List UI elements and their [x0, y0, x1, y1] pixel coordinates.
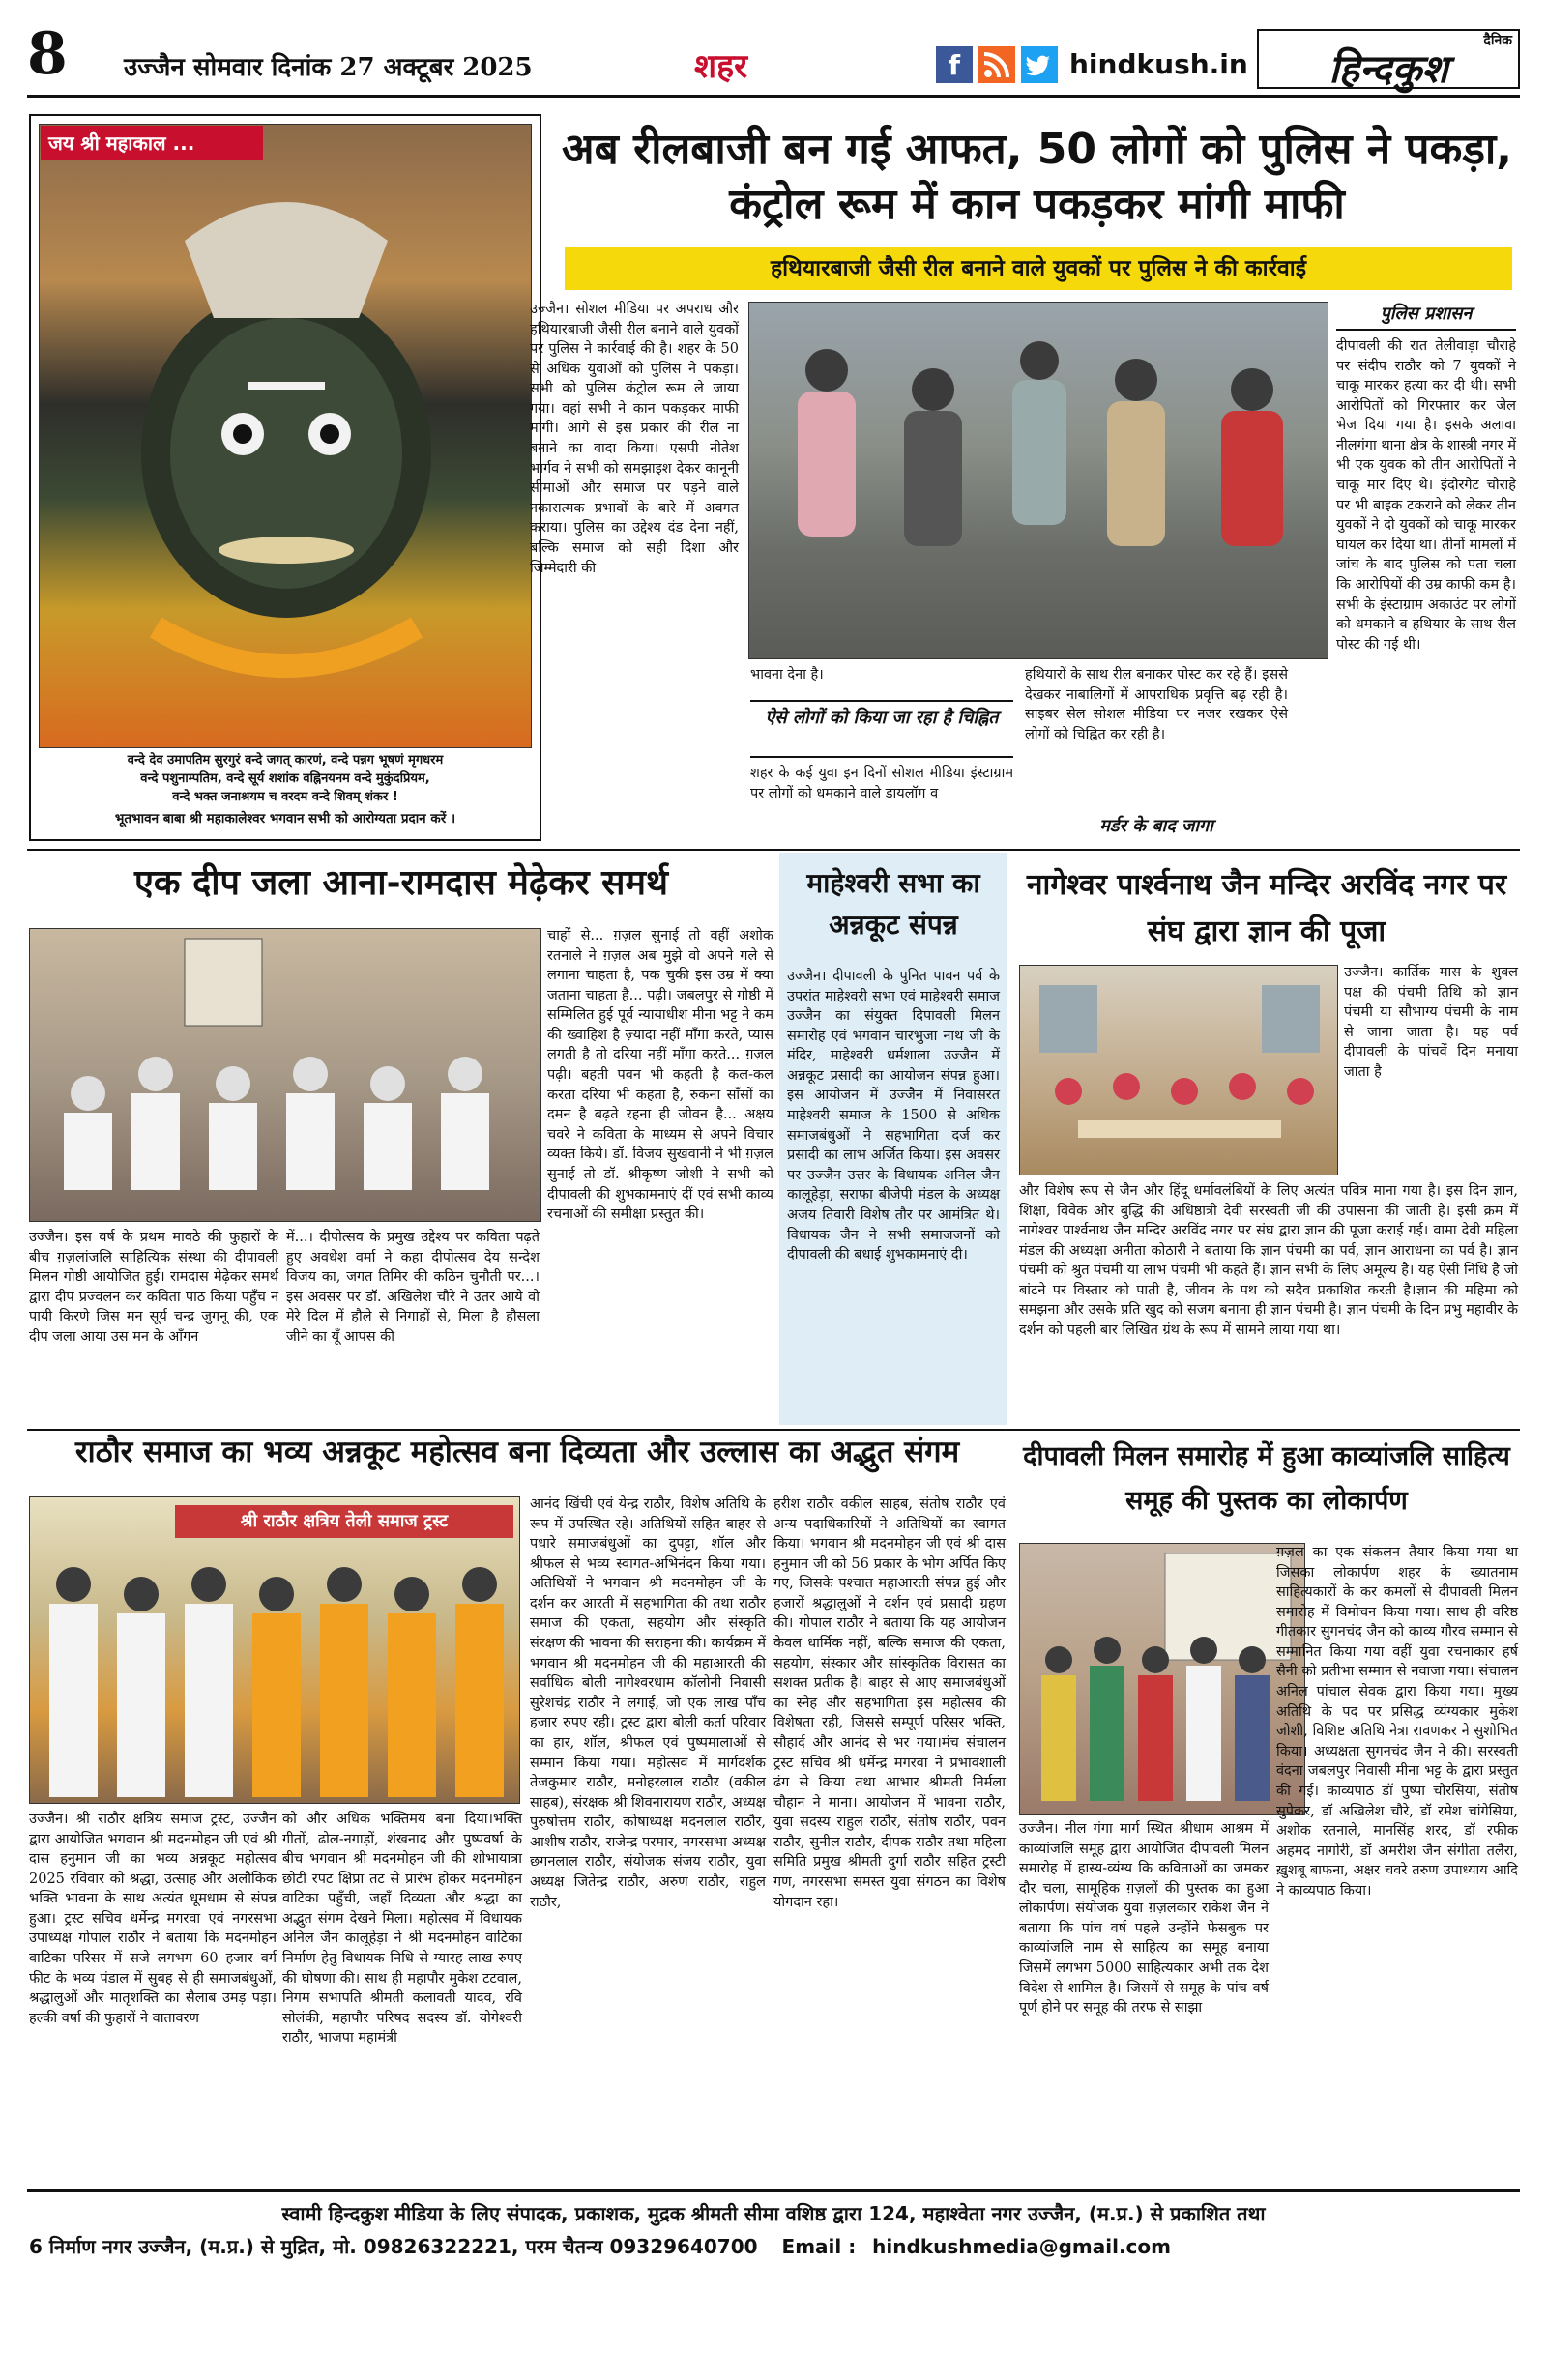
lead-subhead: हथियारबाजी जैसी रील बनाने वाले युवकों पर पुलिस ने की कार्रवाई	[565, 247, 1512, 290]
brand-logo	[1257, 29, 1520, 92]
mahakal-label: जय श्री महाकाल ...	[41, 126, 263, 160]
caption-line: वन्दे पशुनाम्पतिम, वन्दे सूर्य शशांक वह्निनयनम वन्दे मुकुंदप्रियम,	[140, 770, 430, 786]
jain-headline: नागेश्वर पार्श्वनाथ जैन मन्दिर अरविंद नगर पर संघ द्वारा ज्ञान की पूजा	[1026, 868, 1507, 948]
facebook-icon[interactable]: f	[936, 46, 973, 83]
lead-tag-1: ऐसे लोगों को किया जा रहा है चिह्नित	[750, 700, 1013, 758]
lead-tag-2: मर्डर के बाद जागा	[1099, 816, 1213, 836]
imprint-address: 6 निर्माण नगर उज्जैन, (म.प्र.) से मुद्रित, मो. 09826322221, परम चैतन्य 09329640700	[29, 2235, 758, 2258]
lead-col3: हथियारों के साथ रील बनाकर पोस्ट कर रहे हैं। इससे देखकर नाबालिगों में आपराधिक प्रवृत्ति बढ़ रही है। साइबर सेल सोशल मीडिया पर नजर रखकर ऐसे लोगों को चिह्नित कर रही है।	[1025, 667, 1288, 742]
lead-col4: दीपावली की रात तेलीवाड़ा चौराहे पर संदीप राठौर को 7 युवकों ने चाकू मारकर हत्या कर दी थी। सभी आरोपितों को गिरफ्तार कर जेल भेज दिया गया है। इसके अलावा नीलगंगा थाना क्षेत्र के शास्त्री नगर में भी एक युवक को तीन आरोपितों ने चाकू मार दिए थे। इंदौरगेट चौराहे पर भी बाइक टकराने को लेकर तीन युवकों ने दो युवकों को चाकू मारकर घायल कर दिया था। तीनों मामलों में जांच के बाद पुलिस को पता चला कि आरोपियों की उम्र काफी कम है। सभी के इंस्टाग्राम अकाउंट पर लोगों को धमकाने व हथियार के साथ रील पोस्ट की गई थी।	[1336, 338, 1516, 653]
rathore-banner: श्री राठौर क्षत्रिय तेली समाज ट्रस्ट	[175, 1505, 513, 1538]
kavya-col1: उज्जैन। नील गंगा मार्ग स्थित श्रीधाम आश्रम में काव्यांजलि समूह द्वारा आयोजित दीपावली मिलन समारोह में हास्य-व्यंग्य कि कविताओं का जमकर दौर चला, सामूहिक ग़ज़लों की पुस्तक का हुआ लोकार्पण। संयोजक युवा ग़ज़लकार राकेश जैन ने बताया कि पांच वर्ष पहले उन्होंने फेसबुक पर काव्यांजलि नाम से साहित्य का समूह बनाया जिसमें लगभग 5000 साहित्यकार अभी तक देश विदेश से शामिल है। जिसमें से समूह के पांच वर्ष पूर्ण होने पर समूह की तरफ से साझा	[1019, 1821, 1269, 2017]
kavya-headline: दीपावली मिलन समारोह में हुआ काव्यांजलि साहित्य समूह की पुस्तक का लोकार्पण	[1023, 1441, 1510, 1516]
rathore-col4: हरीश राठौर वकील साहब, संतोष राठौर एवं अन्य पदाधिकारियों ने अतिथियों का स्वागत किया। भगवान श्री मदनमोहन जी एवं श्री दास हनुमान जी को 56 प्रकार के भोग अर्पित किए गए, जिसके पश्चात महाआरती संपन्न हुई और हजारों श्रद्धालुओं ने दर्शन एवं प्रसादी ग्रहण की। गोपाल राठौर ने बताया कि यह आयोजन केवल धार्मिक नहीं, बल्कि समाज की एकता, सहयोग, संस्कार और सांस्कृतिक विरासत का सशक्त प्रतीक है। बाहर से आए समाजबंधुओं का स्नेह और सहभागिता इस महोत्सव की विशेषता रही, जिससे सम्पूर्ण परिसर भक्ति, सौहार्द और आनंद से भर गया।मंच संचालन ट्रस्ट सचिव श्री धर्मेन्द्र मगरवा ने प्रभावशाली ढंग से किया तथा आभार श्रीमती निर्मला चौहान ने माना। आयोजन में भावना राठौर, युवा सदस्य राहुल राठौर, संतोष राठौर, पवन राठौर, सुनील राठौर, दीपक राठौर तथा महिला समिति प्रमुख श्रीमती दुर्गा राठौर सहित ट्रस्टी गण, नगरसभा समस्त युवा संगठन का विशेष योगदान रहा।	[774, 1496, 1006, 1910]
email-label: Email :	[781, 2235, 857, 2258]
rathore-headline: राठौर समाज का भव्य अन्नकूट महोत्सव बना दिव्यता और उल्लास का अद्भुत संगम	[74, 1435, 960, 1469]
imprint-line-2	[29, 2233, 1518, 2264]
deep-photo	[29, 928, 541, 1222]
mahakal-illustration	[40, 125, 533, 749]
website-link[interactable]: hindkush.in	[1069, 48, 1248, 80]
footer-rule	[27, 2189, 1520, 2192]
jain-photo	[1019, 965, 1338, 1175]
jain-text: और विशेष रूप से जैन और हिंदू धर्मावलंबियों के लिए अत्यंत पवित्र माना गया है। इस दिन ज्ञान, शिक्षा, विवेक और बुद्धि की अधिष्ठात्री देवी सरस्वती जी की उपासना की जाती है। इसी क्रम में नागेश्वर पार्श्वनाथ जैन मन्दिर अरविंद नगर पर संघ द्वारा ज्ञान की पूजा कराई गई। वामा देवी महिला मंडल की अध्यक्षा अनीता कोठारी ने बताया कि ज्ञान पंचमी का पर्व, ज्ञान आराधना का पर्व है। ज्ञान पंचमी को श्रुत पंचमी या लाभ पंचमी भी कहते हैं। ज्ञान सभी के लिए अमूल्य है। यह ऐसी निधि है जो बांटने पर विस्तार को पाती है, जीवन के पथ को सदैव प्रकाशित करती है।ज्ञान की महिमा को समझना और उसके प्रति खुद को सजग बनाना ही ज्ञान पंचमी है। ज्ञान पंचमी के दिन प्रभु महावीर के दर्शन को पहली बार लिखित ग्रंथ के रूप में सामने लाया गया था।	[1019, 1183, 1518, 1339]
deep-col-a: उज्जैन। इस वर्ष के प्रथम मावठे की फुहारों के बीच ग़ज़लांजलि साहित्यिक संस्था की दीपावली मिलन गोष्ठी आयोजित हुई। रामदास मेढ़ेकर समर्थ द्वारा दीप प्रज्वलन कर कविता पाठ किया पहुँच न पायी किरणे जिस मन सूर्य चन्द्र जुगनू की, एक दीप जला आया उस मन के आँगन	[29, 1230, 278, 1345]
lead-photo-art	[749, 303, 1329, 660]
caption-line: वन्दे भक्त जनाश्रयम च वरदम वन्दे शिवम् शंकर !	[172, 789, 398, 804]
rathore-col1: उज्जैन। श्री राठौर क्षत्रिय समाज ट्रस्ट, उज्जैन द्वारा आयोजित भगवान श्री मदनमोहन जी एवं श्री दास हनुमान जी का भव्य अन्नकूट महोत्सव 2025 रविवार को श्रद्धा, उत्साह और अलौकिक भक्ति भावना के साथ अत्यंत धूमधाम से संपन्न हुआ। ट्रस्ट सचिव धर्मेन्द्र मगरवा एवं नगरसभा उपाध्यक्ष गोपाल राठौर ने बताया कि मदनमोहन वाटिका परिसर में सजे लगभग 60 हजार वर्ग फीट के भव्य पंडाल में सुबह से ही समाजबंधुओं, श्रद्धालुओं और मातृशक्ति का सैलाब उमड़ पड़ा। हल्की वर्षा की फुहारों ने वातावरण	[29, 1812, 277, 2026]
maheshwari-headline: माहेश्वरी सभा का अन्नकूट संपन्न	[806, 867, 980, 942]
lead-col2: भावना देना है।	[750, 667, 824, 682]
jain-side: उज्जैन। कार्तिक मास के शुक्ल पक्ष की पंचमी तिथि को ज्ञान पंचमी या सौभाग्य पंचमी के नाम से जाना जाता है। यह पर्व दीपावली के पांचवें दिन मनाया जाता है	[1344, 965, 1518, 1080]
divider	[27, 1429, 1520, 1431]
lead-col1: उज्जैन। सोशल मीडिया पर अपराध और हथियारबाजी जैसी रील बनाने वाले युवकों पर पुलिस ने कार्रवाई की है। शहर के 50 से अधिक युवाओं को पुलिस ने पकड़ा। सभी को पुलिस कंट्रोल रूम ले जाया गया। वहां सभी ने कान पकड़कर माफी मांगी। आगे से इस प्रकार की रील ना बनाने का वादा किया। एसपी नीतेश भार्गव ने सभी को समझाइश देकर कानूनी सीमाओं और समाज पर पड़ने वाले नकारात्मक प्रभावों के बारे में अवगत कराया। पुलिस का उद्देश्य दंड देना नहीं, बल्कि समाज को सही दिशा और जिम्मेदारी की	[530, 302, 739, 576]
brand-name: हिन्दकुश	[1328, 47, 1448, 92]
jain-photo-art	[1020, 966, 1339, 1176]
imprint-line-1: स्वामी हिन्दकुश मीडिया के लिए संपादक, प्रकाशक, मुद्रक श्रीमती सीमा वशिष्ठ द्वारा 124, महाश्वेता नगर उज्जैन, (म.प्र.) से प्रकाशित तथा	[281, 2202, 1266, 2225]
maheshwari-text: उज्जैन। दीपावली के पुनित पावन पर्व के उपरांत माहेश्वरी सभा एवं माहेश्वरी समाज उज्जैन का संयुक्त दिपावली मिलन समारोह एवं भगवान चारभुजा नाथ जी के मंदिर, माहेश्वरी धर्मशाला उज्जैन में अन्नकूट प्रसादी का आयोजन संपन्न हुआ। इस आयोजन में उज्जैन में निवासरत माहेश्वरी समाज के 1500 से अधिक समाजबंधुओं ने सहभागिता दर्ज कर प्रसादी का लाभ अर्जित किया। इस अवसर पर उज्जैन उत्तर के विधायक अनिल जैन कालूहेड़ा, सराफा बीजेपी मंडल के अध्यक्ष अजय तिवारी विशेष तौर पर आमंत्रित थे। विधायक जैन ने सभी समाजजनों को दीपावली की बधाई शुभकामनाएं दी।	[787, 969, 1000, 1263]
deep-photo-art	[30, 929, 542, 1223]
divider	[27, 849, 1520, 851]
lead-photo	[748, 302, 1328, 659]
lead-col2b: शहर के कई युवा इन दिनों सोशल मीडिया इंस्टाग्राम पर लोगों को धमकाने वाले डायलॉग व	[750, 766, 1013, 801]
masthead	[27, 14, 1520, 97]
brand-small: दैनिक	[1483, 33, 1512, 48]
mahakal-blessing: भूतभावन बाबा श्री महाकालेश्वर भगवान सभी को आरोग्यता प्रदान करें ।	[114, 811, 456, 827]
mahakal-photo	[39, 124, 532, 748]
rathore-photo	[29, 1496, 520, 1804]
rss-icon[interactable]	[978, 46, 1015, 83]
rathore-col2: को और अधिक भक्तिमय बना दिया।भक्ति गीतों, ढोल-नगाड़ों, शंखनाद और पुष्पवर्षा के बीच भगवान श्री मदनमोहन जी की शोभायात्रा छोटी रपट क्षिप्रा तट से प्रारंभ होकर मदनमोहन वाटिका पहुँची, जहाँ दिव्यता और श्रद्धा का अद्भुत संगम देखने मिला। महोत्सव में विधायक अनिल जैन कालूहेड़ा ने श्री मदनमोहन वाटिका निर्माण हेतु विधायक निधि से ग्यारह लाख रुपए की घोषणा की। साथ ही महापौर मुकेश टटवाल, निगम सभापति श्रीमती कलावती यादव, रवि सोलंकी, महापौर परिषद सदस्य डॉ. योगेश्वरी राठौर, भाजपा महामंत्री	[282, 1812, 522, 2046]
kavya-photo-art	[1020, 1544, 1306, 1816]
dateline: उज्जैन सोमवार दिनांक 27 अक्टूबर 2025	[124, 53, 533, 82]
lead-headline: अब रीलबाजी बन गई आफत, 50 लोगों को पुलिस ने पकड़ा, कंट्रोल रूम में कान पकड़कर मांगी माफी	[562, 125, 1512, 230]
twitter-icon[interactable]	[1021, 46, 1058, 83]
social-icons	[936, 46, 1081, 85]
sidebar-tag: पुलिस प्रशासन	[1336, 302, 1516, 331]
deep-col-b: में...। दीपोत्सव के प्रमुख उद्देश्य पर कविता पढ़ते हुए अवधेश वर्मा ने कहा दीपोत्सव देय सन्देश विजय का, जगत तिमिर की कठिन चुनौती पर...। इस अवसर पर डॉ. अखिलेश चौरे ने उतर आये वो मेरे दिल में हौले से निगाहों से, मिला है हौसला जीने का यूँ आपस की	[286, 1230, 540, 1345]
deep-headline: एक दीप जला आना-रामदास मेढ़ेकर समर्थ	[134, 863, 668, 903]
mahakal-box	[29, 114, 541, 841]
mahakal-caption	[39, 752, 532, 806]
maheshwari-box	[779, 853, 1007, 1425]
caption-line: वन्दे देव उमापतिम सुरगुरं वन्दे जगत् कारणं, वन्दे पन्नग भूषणं मृगधरम	[127, 753, 444, 768]
kavya-col2: ग़ज़ल का एक संकलन तैयार किया गया था जिसका लोकार्पण शहर के ख्यातनाम साहित्यकारों के कर कमलों से दीपावली मिलन समारोह में विमोचन किया गया। साथ ही वरिष्ठ गीतकार सुगनचंद जैन को काव्य गौरव सम्मान से सम्मानित किया गया वहीं युवा रचनाकार हर्ष सैनी को प्रतीभा सम्मान से नवाजा गया। संचालन अनिल पांचाल सेवक द्वारा किया गया। मुख्य अतिथि के पद पर प्रसिद्ध व्यंग्यकार मुकेश जोशी, विशिष्ट अतिथि नेत्रा रावणकर ने सुशोभित किया। अध्यक्षता सुगनचंद जैन ने की। सरस्वती वंदना जबलपुर निवासी मीना भट्ट के द्वारा प्रस्तुत की गई। काव्यपाठ डॉ पुष्पा चौरसिया, संतोष सुपेकर, डॉ अखिलेश चौरे, डॉ रमेश चांगेसिया, अशोक रतनाले, मानसिंह शरद, डॉ रफीक अहमद नागोरी, डॉ अमरीश जैन संगीता तलैरा, ख़ुशबू बाफना, अक्षर चवरे तरुण उपाध्याय आदि ने काव्यपाठ किया।	[1276, 1545, 1518, 1899]
page-number: 8	[27, 20, 68, 88]
deep-col-c: चाहों से... ग़ज़ल सुनाई तो वहीं अशोक रतनाले ने ग़ज़ल अब मुझे वो अपने गले से लगाना चाहता है, पक चुकी इस उम्र में क्या जताना चाहता है... पढ़ी। जबलपुर से गोष्ठी में सम्मिलित हुई पूर्व न्यायाधीश मीना भट्ट ने कम की ख्वाहिश है ज़्यादा नहीं माँगा करते, प्यास लगती है तो दरिया नहीं माँगा करते... ग़ज़ल पढ़ी। बहती पवन भी कहती है कल-कल करता दरिया भी कहता है, रुकना साँसों का दमन है बढ़ते रहना ही जीवन है... अक्षय चवरे ने कविता के माध्यम से अपने विचार व्यक्त किये। डॉ. विजय सुखवानी ने भी ग़ज़ल सुनाई तो डॉ. श्रीकृष्ण जोशी ने सभी को दीपावली की शुभकामनाएं दीं एवं सभी काव्य रचनाओं की समीक्षा प्रस्तुत की।	[547, 928, 774, 1223]
rathore-col3: आनंद खिंची एवं येन्द्र राठौर, विशेष अतिथि के रूप में उपस्थित रहे। अतिथियों सहित बाहर से पधारे समाजबंधुओं का दुपट्टा, शॉल और श्रीफल से भव्य स्वागत-अभिनंदन किया गया। अतिथियों ने भगवान श्री मदनमोहन जी के दर्शन कर आरती में सहभागिता की तथा राठौर समाज की एकता, सहयोग और संस्कृति संरक्षण की भावना की सराहना की। कार्यक्रम में भगवान श्री मदनमोहन जी की महाआरती की सर्वाधिक बोली नागेश्वरधाम कॉलोनी निवासी सुरेशचंद्र राठौर ने लगाई, जो एक लाख पाँच हजार रुपए रही। ट्रस्ट द्वारा बोली कर्ता परिवार का हार, शॉल, श्रीफल एवं पुष्पमालाओं से सम्मान किया गया। महोत्सव में मार्गदर्शक तेजकुमार राठौर, मनोहरलाल राठौर (वकील साहब), संरक्षक श्री शिवनारायण राठौर, अध्यक्ष पुरुषोत्तम राठौर, कोषाध्यक्ष मदनलाल राठौर, आशीष राठौर, राजेन्द्र परमार, नगरसभा अध्यक्ष छगनलाल राठौर, संयोजक संजय राठौर, युवा अध्यक्ष जितेन्द्र राठौर, अरुण राठौर, राहुल राठौर,	[530, 1496, 766, 1910]
kavya-photo	[1019, 1543, 1305, 1815]
section-title: शहर	[694, 47, 748, 86]
rathore-photo-art	[30, 1546, 521, 1805]
email-link[interactable]: hindkushmedia@gmail.com	[872, 2235, 1171, 2258]
header-rule	[27, 95, 1520, 98]
